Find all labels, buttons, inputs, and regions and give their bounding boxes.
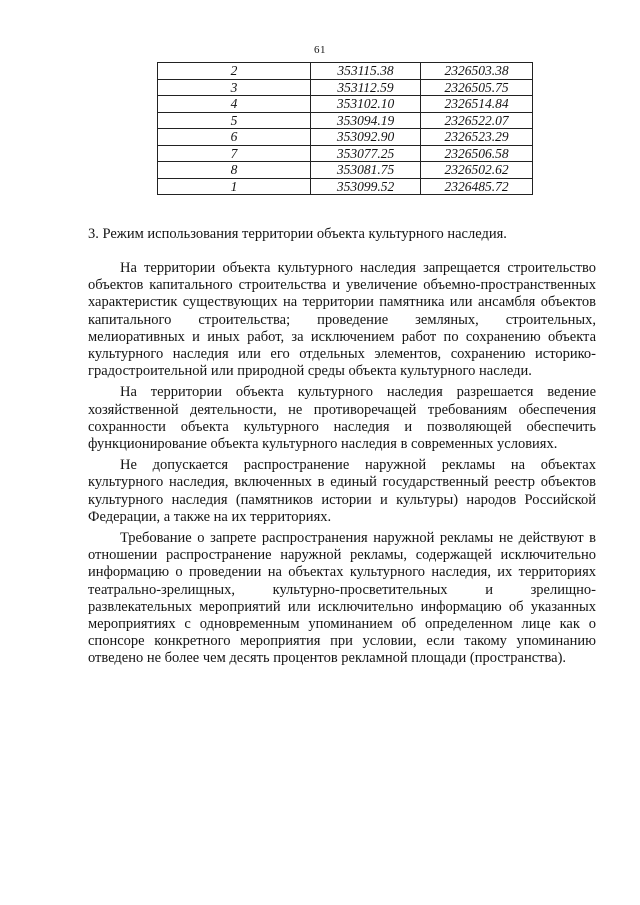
table-row bbox=[158, 162, 533, 179]
point-number-cell: 7 bbox=[158, 145, 311, 162]
paragraph-advertising-exception: Требование о запрете распространения наружной рекламы не действуют в отношении распространение наружной рекламы, содержащей исключительно информацию о проведении на объектах культурного наследия, их территориях театрально-зрелищных, культурно-просветительных и зрелищно-развлекательных мероприятий или исключительно информацию об указанных мероприятиях с одновременным упоминанием об определенном лице как о спонсоре конкретного мероприятия при условии, если такому упоминанию отведено не более чем десять процентов рекламной площади (пространства). bbox=[88, 530, 596, 667]
y-coordinate-cell: 2326505.75 bbox=[421, 79, 533, 96]
page-number: 61 bbox=[314, 44, 326, 56]
coordinates-table bbox=[157, 62, 533, 195]
y-coordinate-cell: 2326485.72 bbox=[421, 178, 533, 195]
point-number-cell: 1 bbox=[158, 178, 311, 195]
point-number-cell: 5 bbox=[158, 112, 311, 129]
table-row bbox=[158, 178, 533, 195]
table-row bbox=[158, 112, 533, 129]
x-coordinate-cell: 353077.25 bbox=[311, 145, 421, 162]
y-coordinate-cell: 2326506.58 bbox=[421, 145, 533, 162]
x-coordinate-cell: 353092.90 bbox=[311, 129, 421, 146]
paragraph-prohibitions: На территории объекта культурного наследия запрещается строительство объектов капитального строительства и увеличение объемно-пространственных характеристик существующих на территории памятника или ансамбля объектов капитального строительства; проведение земляных, строительных, мелиоративных и иных работ, за исключением работ по сохранению объекта культурного наследия или его отдельных элементов, сохранению историко-градостроительной или природной среды объекта культурного наследи. bbox=[88, 260, 596, 380]
x-coordinate-cell: 353102.10 bbox=[311, 96, 421, 113]
table-row bbox=[158, 79, 533, 96]
y-coordinate-cell: 2326514.84 bbox=[421, 96, 533, 113]
y-coordinate-cell: 2326502.62 bbox=[421, 162, 533, 179]
point-number-cell: 3 bbox=[158, 79, 311, 96]
section-heading: 3. Режим использования территории объекта культурного наследия. bbox=[88, 226, 507, 242]
x-coordinate-cell: 353115.38 bbox=[311, 63, 421, 80]
table-row bbox=[158, 63, 533, 80]
y-coordinate-cell: 2326522.07 bbox=[421, 112, 533, 129]
x-coordinate-cell: 353094.19 bbox=[311, 112, 421, 129]
table-row bbox=[158, 96, 533, 113]
y-coordinate-cell: 2326523.29 bbox=[421, 129, 533, 146]
point-number-cell: 4 bbox=[158, 96, 311, 113]
y-coordinate-cell: 2326503.38 bbox=[421, 63, 533, 80]
point-number-cell: 8 bbox=[158, 162, 311, 179]
point-number-cell: 6 bbox=[158, 129, 311, 146]
paragraph-permitted-activity: На территории объекта культурного наследия разрешается ведение хозяйственной деятельности, не противоречащей требованиям обеспечения сохранности объекта культурного наследия и позволяющей обеспечить функционирование объекта культурного наследия в современных условиях. bbox=[88, 384, 596, 453]
table-row bbox=[158, 129, 533, 146]
x-coordinate-cell: 353081.75 bbox=[311, 162, 421, 179]
x-coordinate-cell: 353099.52 bbox=[311, 178, 421, 195]
table-row bbox=[158, 145, 533, 162]
paragraph-advertising-ban: Не допускается распространение наружной рекламы на объектах культурного наследия, включенных в единый государственный реестр объектов культурного наследия (памятников истории и культуры) народов Российской Федерации, а также на их территориях. bbox=[88, 457, 596, 525]
x-coordinate-cell: 353112.59 bbox=[311, 79, 421, 96]
point-number-cell: 2 bbox=[158, 63, 311, 80]
body-text bbox=[88, 260, 596, 672]
